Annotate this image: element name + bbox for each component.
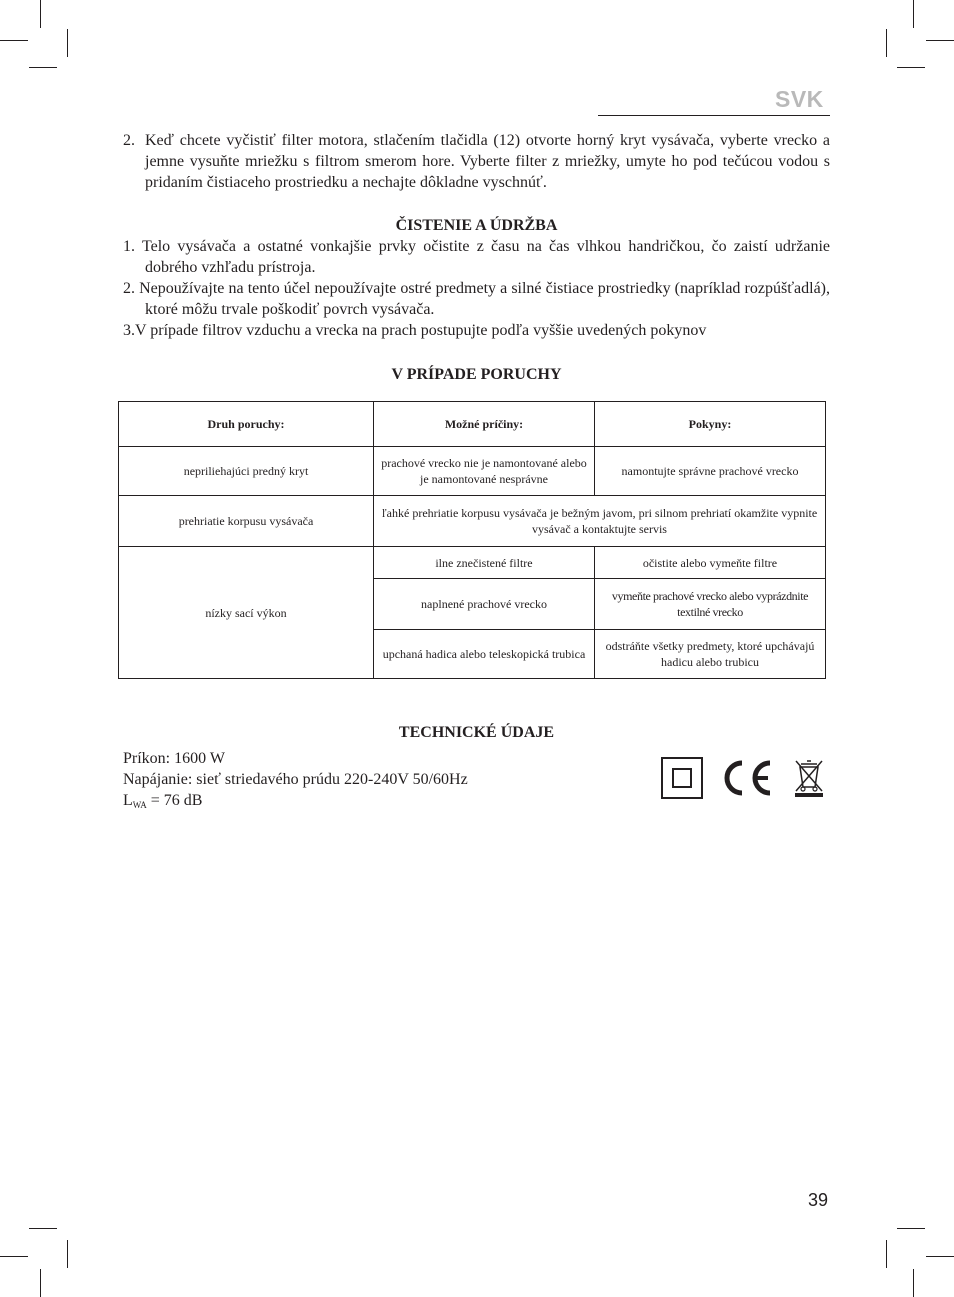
crop-mark <box>0 40 28 41</box>
header-rule <box>598 115 830 116</box>
weee-crossed-bin-icon <box>793 758 825 798</box>
noise-line <box>123 790 468 816</box>
noise-value: = 76 dB <box>146 792 203 809</box>
crop-mark <box>67 1240 68 1268</box>
header-fault: Druh poruchy: <box>119 402 374 447</box>
cleaning-heading: ČISTENIE A ÚDRŽBA <box>395 217 558 234</box>
troubleshooting-heading: V PRÍPADE PORUCHY <box>391 366 562 383</box>
double-insulation-class-ii-icon <box>661 757 703 799</box>
crop-mark <box>913 1269 914 1297</box>
cleaning-list <box>123 236 830 341</box>
table-row <box>119 496 826 547</box>
motor-filter-step <box>123 130 830 193</box>
crop-mark <box>897 1228 925 1229</box>
table-row <box>119 447 826 496</box>
supply-line: Napájanie: sieť striedavého prúdu 220-240V 50/60Hz <box>123 771 468 788</box>
page-number: 39 <box>808 1190 829 1210</box>
power-line: Príkon: 1600 W <box>123 750 225 767</box>
cause-cell: naplnené prachové vrecko <box>374 579 595 630</box>
cause-cell: prachové vrecko nie je namontované alebo je namontované nesprávne <box>374 447 595 496</box>
crop-mark <box>40 0 41 28</box>
step-text: Keď chcete vyčistiť filter motora, stlačením tlačidla (12) otvorte horný kryt vysávača, vyberte vrecko a jemne vysuňte mriežku s filtrom smerom hore. Vyberte filter z mriežky, umyte ho pod tečúcou vodou s pridaním čistiaceho prostriedku a nechajte dôkladne vyschnúť. <box>145 132 830 191</box>
action-cell: vymeňte prachové vrecko alebo vyprázdnite textilné vrecko <box>595 579 826 630</box>
table-header-row <box>119 402 826 447</box>
crop-mark <box>0 1256 28 1257</box>
fault-cell: nepriliehajúci predný kryt <box>119 447 374 496</box>
crop-mark <box>67 29 68 57</box>
crop-mark <box>926 40 954 41</box>
language-code: SVK <box>775 86 824 112</box>
crop-mark <box>40 1269 41 1297</box>
crop-mark <box>29 67 57 68</box>
action-cell: odstráňte všetky predmety, ktoré upchávajú hadicu alebo trubicu <box>595 630 826 679</box>
crop-mark <box>886 1240 887 1268</box>
noise-subscript: WA <box>132 800 147 810</box>
crop-mark <box>897 67 925 68</box>
cause-cell: upchaná hadica alebo teleskopická trubica <box>374 630 595 679</box>
header-cause: Možné príčiny: <box>374 402 595 447</box>
ce-mark-icon <box>718 759 776 797</box>
header-action: Pokyny: <box>595 402 826 447</box>
fault-cell: prehriatie korpusu vysávača <box>119 496 374 547</box>
troubleshooting-table <box>118 401 826 679</box>
crop-mark <box>913 0 914 28</box>
cleaning-item-3: 3.V prípade filtrov vzduchu a vrecka na prach postupujte podľa vyššie uvedených pokynov <box>123 322 707 339</box>
cleaning-item-1: 1. Telo vysávača a ostatné vonkajšie prvky očistite z času na čas vlhkou handričkou, čo zaistí udržanie dobrého vzhľadu prístroja. <box>123 238 830 276</box>
noise-symbol: L <box>123 792 133 809</box>
action-cell: namontujte správne prachové vrecko <box>595 447 826 496</box>
crop-mark <box>29 1228 57 1229</box>
technical-data <box>123 748 468 816</box>
step-number: 2. <box>123 132 135 149</box>
merged-cause-action-cell: ľahké prehriatie korpusu vysávača je bežným javom, pri silnom prehriatí okamžite vypnite vysávač a kontaktujte servis <box>374 496 826 547</box>
fault-cell: nízky sací výkon <box>119 547 374 679</box>
technical-heading: TECHNICKÉ ÚDAJE <box>398 724 555 741</box>
cleaning-item-2: 2. Nepoužívajte na tento účel nepoužívajte ostré predmety a silné čistiace prostriedky (napríklad rozpúšťadlá), ktoré môžu trvale poškodiť povrch vysávača. <box>123 280 830 318</box>
crop-mark <box>926 1256 954 1257</box>
cause-cell: ilne znečistené filtre <box>374 547 595 579</box>
crop-mark <box>886 29 887 57</box>
table-row <box>119 547 826 579</box>
action-cell: očistite alebo vymeňte filtre <box>595 547 826 579</box>
